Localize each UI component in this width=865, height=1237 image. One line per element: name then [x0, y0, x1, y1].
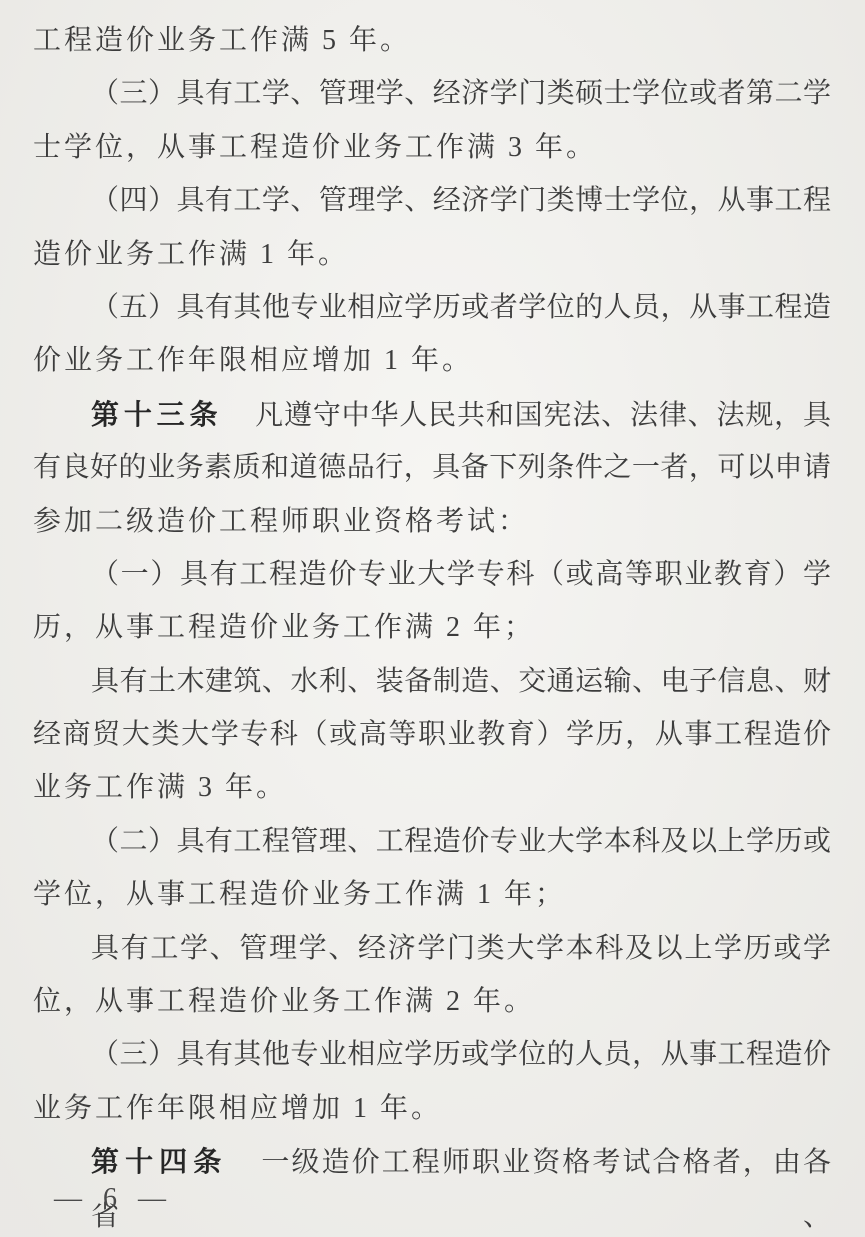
text-line: 造价业务工作满 1 年。 [33, 238, 350, 270]
text-line: 第十三条 凡遵守中华人民共和国宪法、法律、法规，具 [91, 398, 831, 431]
text-block [33, 14, 831, 1232]
text-line: 具有土木建筑、水利、装备制造、交通运输、电子信息、财 [91, 665, 831, 697]
text-line: （五）具有其他专业相应学历或者学位的人员，从事工程造 [91, 291, 831, 323]
article-number-label: 第十三条 [91, 398, 223, 430]
text-line: （一）具有工程造价专业大学专科（或高等职业教育）学 [91, 558, 831, 590]
page-number: — 6 — [54, 1183, 173, 1214]
text-line: 有良好的业务素质和道德品行，具备下列条件之一者，可以申请 [33, 452, 831, 484]
text-line: 具有工学、管理学、经济学门类大学本科及以上学历或学 [91, 932, 831, 964]
text-line: 业务工作年限相应增加 1 年。 [33, 1092, 443, 1124]
text-line: 参加二级造价工程师职业资格考试： [33, 505, 530, 537]
text-line: （二）具有工程管理、工程造价专业大学本科及以上学历或 [91, 825, 831, 857]
text-line: 位，从事工程造价业务工作满 2 年。 [33, 986, 536, 1018]
article-number-label: 第十四条 [91, 1146, 228, 1178]
text-line: 工程造价业务工作满 5 年。 [33, 25, 412, 56]
text-line: 业务工作满 3 年。 [33, 772, 288, 804]
text-line: 士学位，从事工程造价业务工作满 3 年。 [33, 131, 598, 163]
text-line: （三）具有工学、管理学、经济学门类硕士学位或者第二学 [91, 78, 831, 110]
text-line: （三）具有其他专业相应学历或学位的人员，从事工程造价 [91, 1039, 831, 1071]
text-line: 第十四条 一级造价工程师职业资格考试合格者，由各省、 [91, 1146, 831, 1232]
text-line: 经商贸大类大学专科（或高等职业教育）学历，从事工程造价 [33, 719, 831, 751]
text-line: 学位，从事工程造价业务工作满 1 年； [33, 879, 567, 911]
text-line: 价业务工作年限相应增加 1 年。 [33, 345, 474, 377]
text-line: （四）具有工学、管理学、经济学门类博士学位，从事工程 [91, 185, 831, 217]
text-line: 历，从事工程造价业务工作满 2 年； [33, 612, 536, 644]
